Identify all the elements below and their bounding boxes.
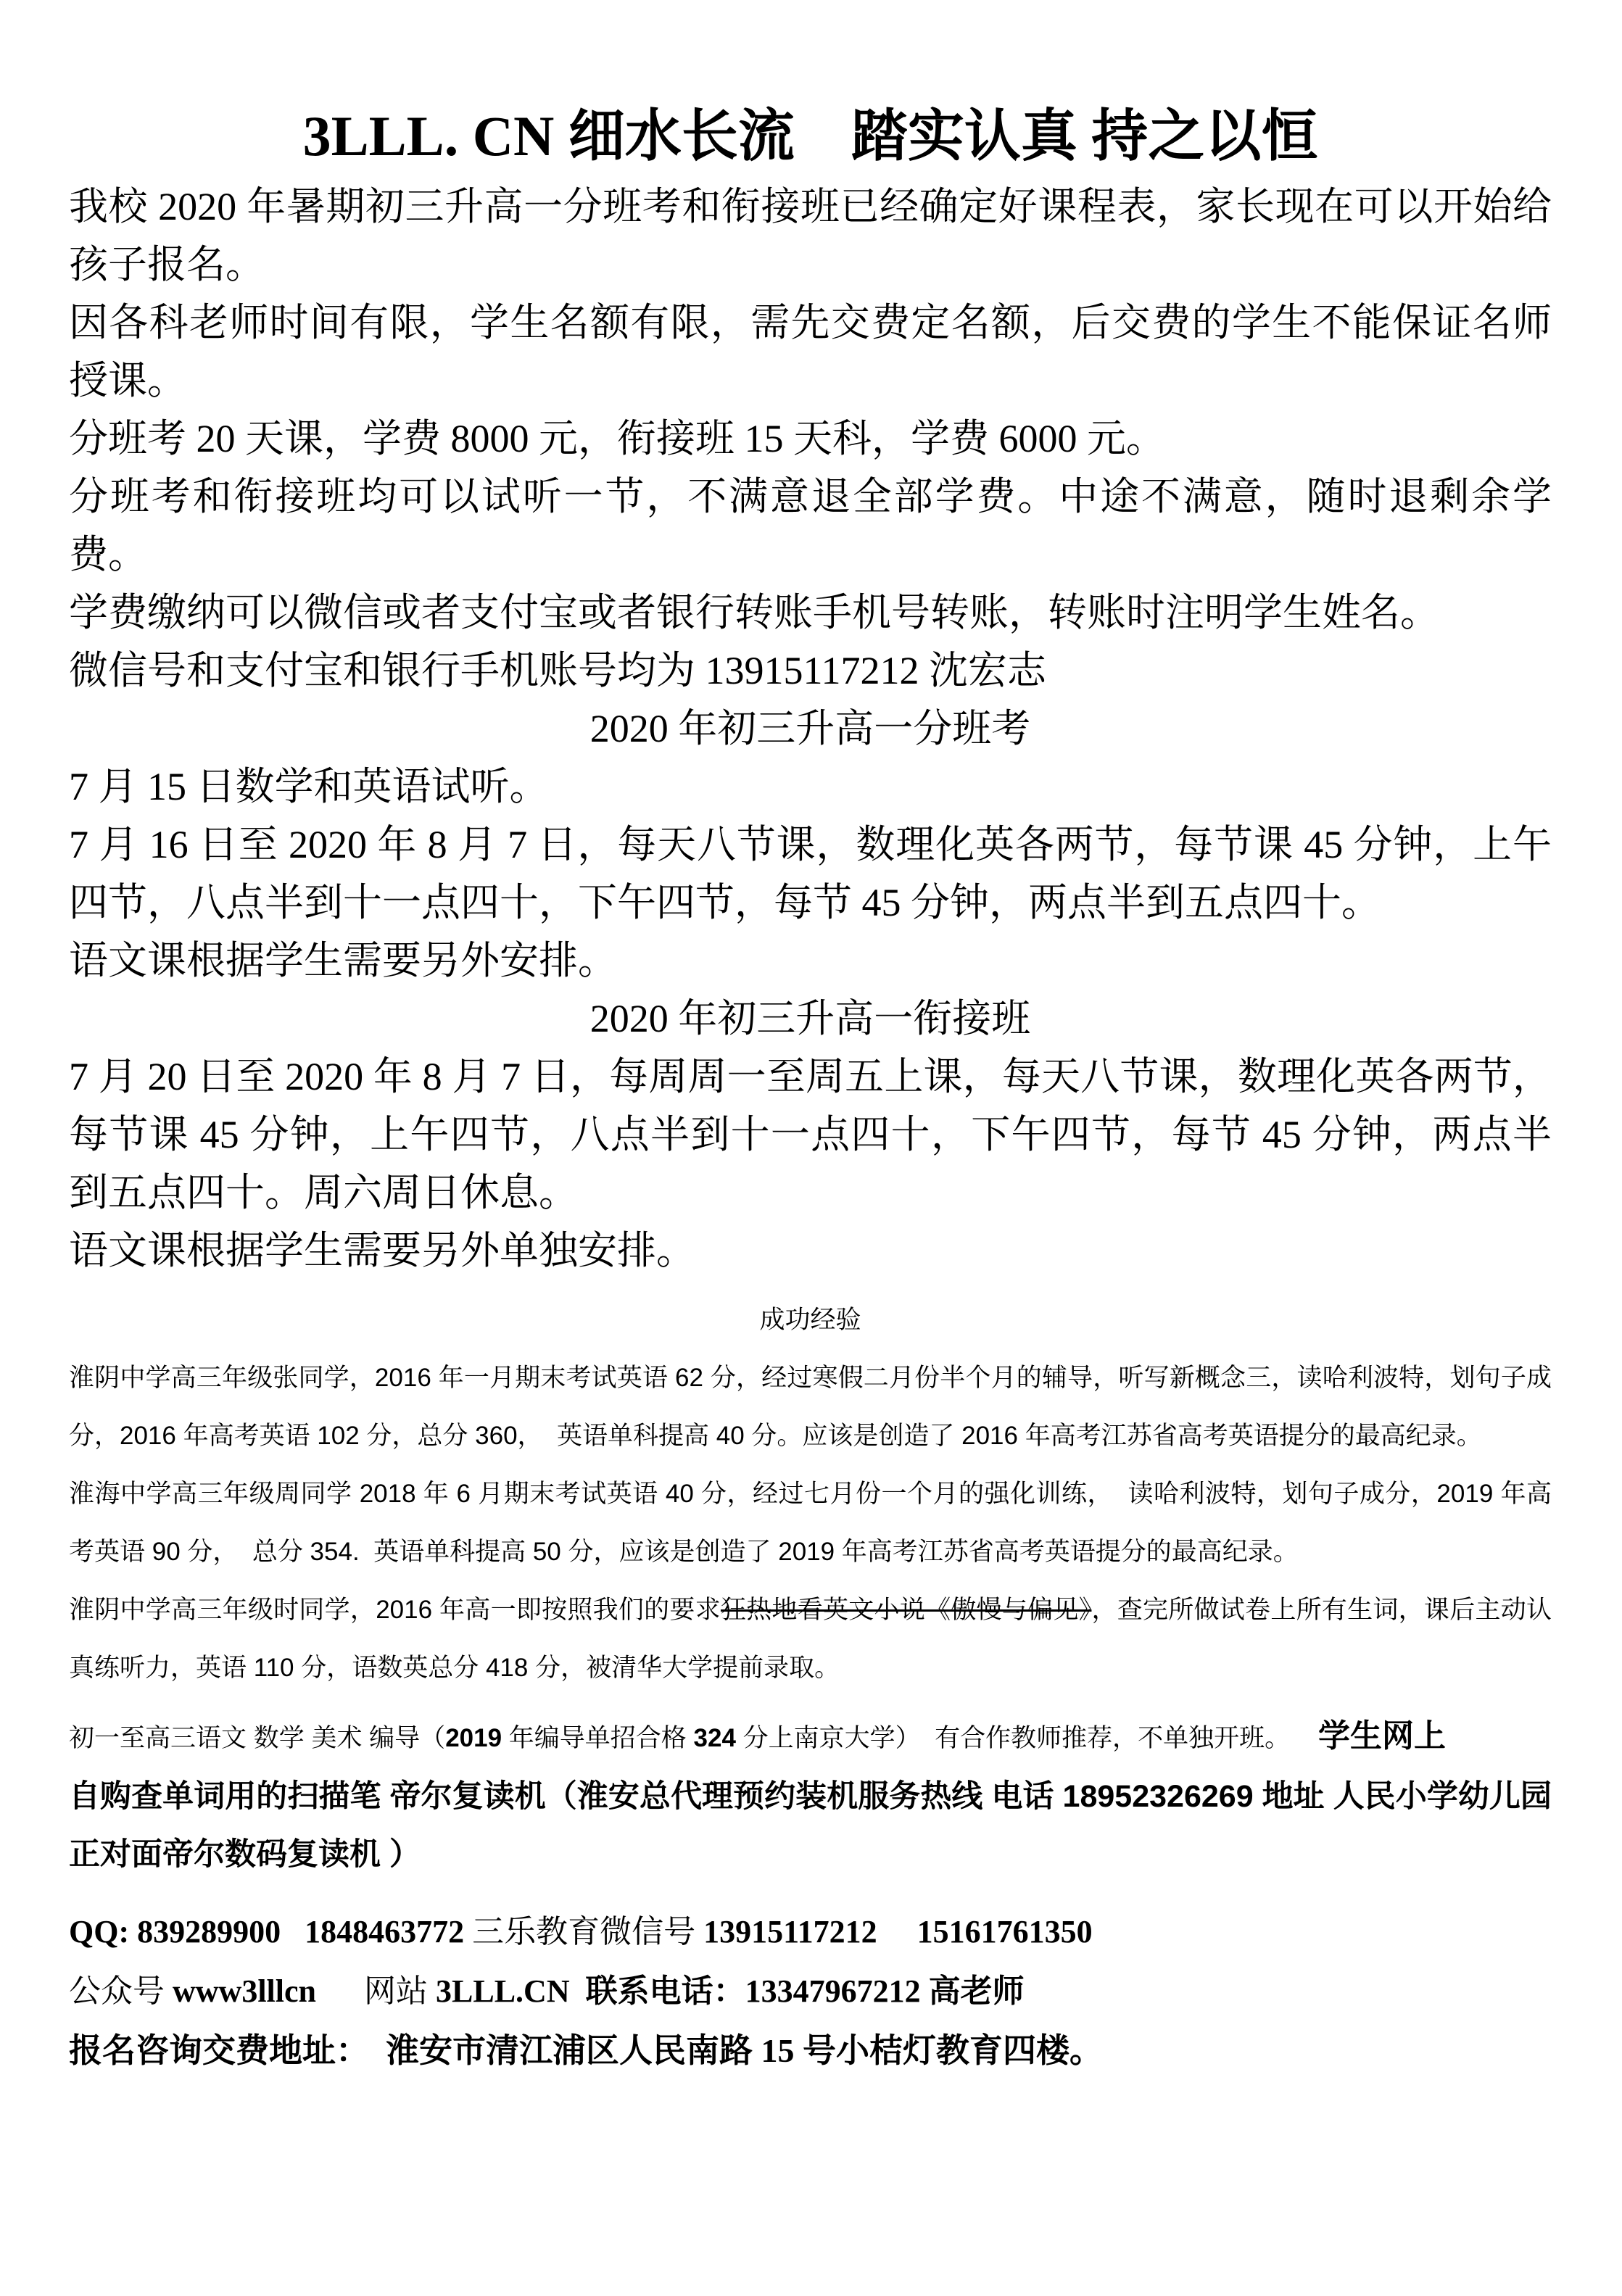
scanner-reader-line: 自购查单词用的扫描笔 帝尔复读机（淮安总代理预约装机服务热线 电话 18952326269 地址 人民小学幼儿园正对面帝尔数码复读机 ） (69, 1779, 1552, 1872)
qq-wechat-contact-line (69, 1902, 1552, 1962)
text-run: 初一至高三语文 数学 美术 编导（ (69, 1724, 446, 1752)
text-run: 联系电话：13347967212 高老师 (585, 1973, 1025, 2009)
placement-paragraph-2: 7 月 16 日至 2020 年 8 月 7 日，每天八节课，数理化英各两节，每节课 45 分钟，上午四节，八点半到十一点四十，下午四节，每节 45 分钟，两点半到五点四十。 (69, 823, 1552, 924)
text-run: 三乐教育微信号 (472, 1914, 704, 1949)
text-run: 学生网上 (1318, 1718, 1446, 1754)
intro-paragraph-4: 分班考和衔接班均可以试听一节，不满意退全部学费。中途不满意，随时退剩余学费。 (69, 475, 1552, 576)
text-run: 年编导单招合格 (502, 1724, 694, 1752)
text-run: 3LLL.CN (436, 1973, 570, 2009)
text-run: 报名咨询交费地址： 淮安市清江浦区人民南路 15 号小桔灯教育四楼。 (69, 2032, 1103, 2069)
success-story-1: 淮阴中学高三年级张同学，2016 年一月期末考试英语 62 分，经过寒假二月份半个月的辅导，听写新概念三，读哈利波特，划句子成分，2016 年高考英语 102 分，总分 360， 英语单科提高 40 分。应该是创造了 2016 年高考江苏省高考英语提分的最高纪录。 (69, 1364, 1552, 1450)
text-run (570, 1973, 586, 2009)
other-courses-line (69, 1707, 1552, 1767)
placement-paragraph-1: 7 月 15 日数学和英语试听。 (69, 765, 549, 808)
intro-paragraph-2: 因各科老师时间有限，学生名额有限，需先交费定名额，后交费的学生不能保证名师授课。 (69, 301, 1552, 402)
intro-paragraph-5: 学费缴纳可以微信或者支付宝或者银行转账手机号转账，转账时注明学生姓名。 (69, 591, 1439, 634)
success-experience-heading: 成功经验 (759, 1306, 861, 1334)
text-run: 2019 (445, 1724, 502, 1752)
text-run: 狂热地看英文小说《傲慢与偏见》 (720, 1596, 1092, 1624)
bridge-paragraph-2: 语文课根据学生需要另外单独安排。 (69, 1229, 695, 1272)
text-run: 网站 (316, 1973, 436, 2009)
intro-paragraph-6: 微信号和支付宝和银行手机账号均为 13915117212 沈宏志 (69, 649, 1046, 692)
text-run: ，查完所做试卷上所有生词，课后主动认真练听力，英语 110 分，语数英总分 418 分，被清华大学提前录取。 (69, 1596, 1552, 1682)
registration-address-line (69, 2021, 1552, 2081)
text-run: 淮阴中学高三年级时同学，2016 年高一即按照我们的要求 (69, 1596, 721, 1624)
text-run: QQ: 839289900 1848463772 (69, 1914, 473, 1949)
document-title: 3LLL. CN 细水长流 踏实认真 持之以恒 (302, 104, 1318, 167)
success-story-3 (69, 1581, 1552, 1697)
text-run: 13915117212 15161761350 (703, 1914, 1093, 1949)
website-phone-contact-line (69, 1962, 1552, 2021)
text-run: 公众号 (69, 1973, 173, 2009)
text-run: www3lllcn (173, 1973, 316, 2009)
bridge-class-heading: 2020 年初三升高一衔接班 (589, 997, 1031, 1040)
placement-exam-heading: 2020 年初三升高一分班考 (589, 707, 1031, 750)
intro-paragraph-3: 分班考 20 天课，学费 8000 元，衔接班 15 天科，学费 6000 元。 (69, 417, 1165, 460)
success-story-2: 淮海中学高三年级周同学 2018 年 6 月期末考试英语 40 分，经过七月份一个月的强化训练， 读哈利波特，划句子成分，2019 年高考英语 90 分， 总分 354. 英语单科提高 50 分，应该是创造了 2019 年高考江苏省高考英语提分的最高纪录。 (69, 1480, 1552, 1566)
text-run: 分上南京大学） 有合作教师推荐，不单独开班。 (735, 1724, 1318, 1752)
text-run: 324 (693, 1724, 736, 1752)
bridge-paragraph-1: 7 月 20 日至 2020 年 8 月 7 日，每周周一至周五上课，每天八节课，数理化英各两节，每节课 45 分钟，上午四节，八点半到十一点四十，下午四节，每节 45 分钟，两点半到五点四十。周六周日休息。 (69, 1055, 1552, 1214)
intro-paragraph-1: 我校 2020 年暑期初三升高一分班考和衔接班已经确定好课程表，家长现在可以开始给孩子报名。 (69, 185, 1552, 286)
placement-paragraph-3: 语文课根据学生需要另外安排。 (69, 939, 617, 982)
